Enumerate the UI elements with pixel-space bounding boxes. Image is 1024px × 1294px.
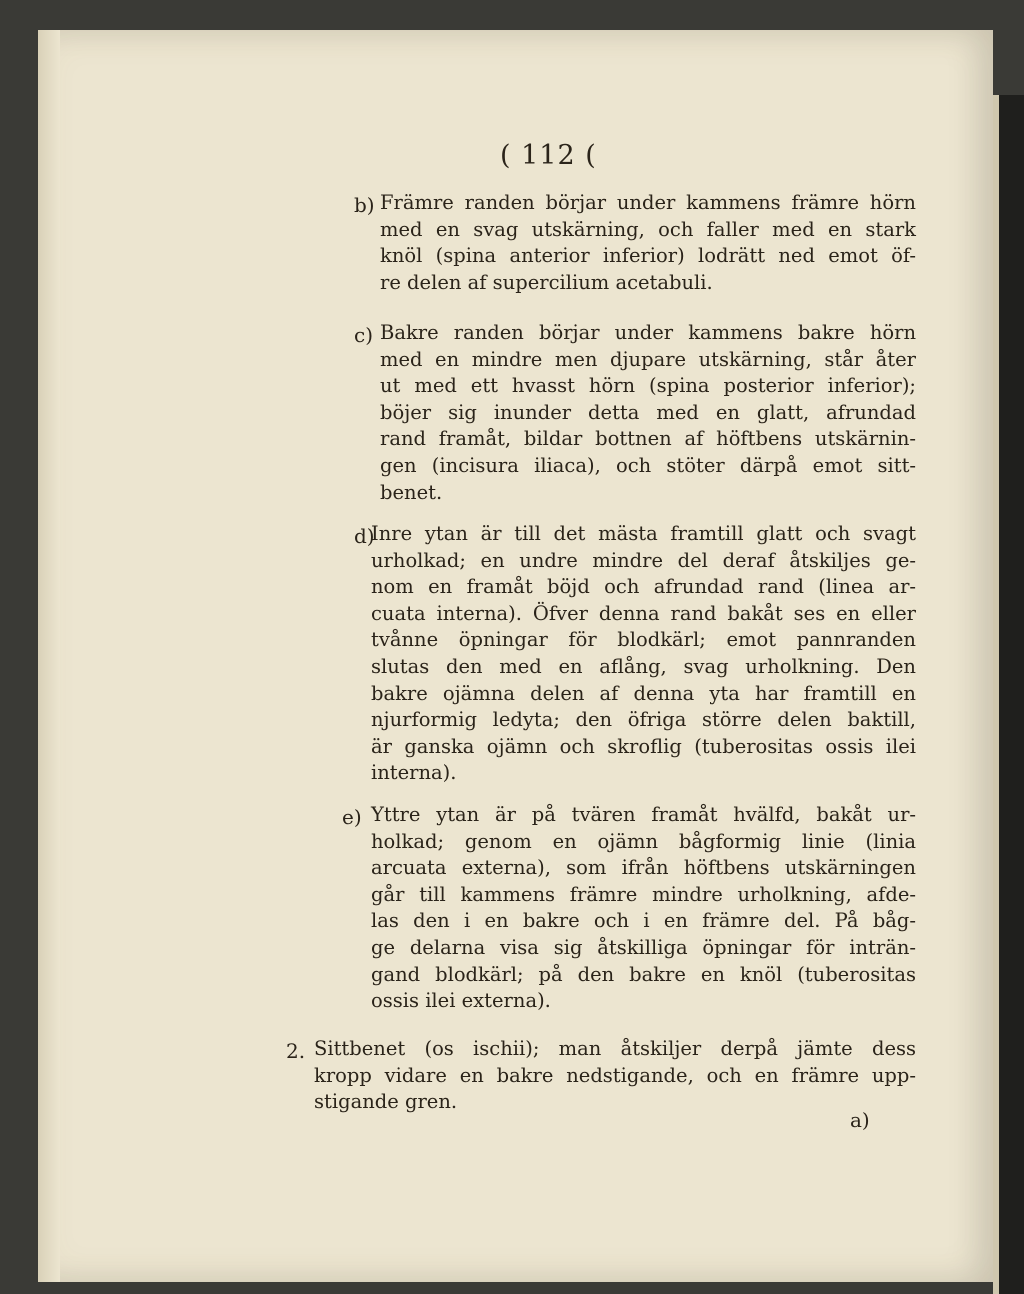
entry-line: interna). (371, 761, 457, 785)
entry-line: kropp vidare en bakre nedstigande, och en främre upp- (314, 1063, 916, 1087)
entry-c (380, 320, 916, 506)
item-marker-2: 2. (286, 1039, 306, 1063)
entry-line: arcuata externa), som ifrån höftbens utskärningen (371, 856, 916, 880)
entry-line: gen (incisura iliaca), och stöter därpå emot sitt- (380, 453, 916, 477)
entry-d (371, 521, 916, 787)
entry-line: Yttre ytan är på tvären framåt hvälfd, bakåt ur- (371, 803, 916, 826)
entry-line: re delen af supercilium acetabuli. (380, 270, 713, 294)
page-number: ( 112 ( (500, 140, 597, 171)
entry-line: nom en framåt böjd och afrundad rand (linea ar- (371, 575, 916, 599)
entry-line: med en mindre men djupare utskärning, står åter (380, 347, 916, 371)
item-marker-b: b) (354, 193, 375, 217)
entry-line: rand framåt, bildar bottnen af höftbens utskärnin- (380, 427, 916, 451)
entry-line: bakre ojämna delen af denna yta har framtill en (371, 681, 916, 705)
entry-line: gand blodkärl; på den bakre en knöl (tuberositas (371, 962, 916, 986)
entry-2 (314, 1036, 916, 1116)
item-marker-e: e) (342, 805, 362, 829)
entry-e (371, 802, 916, 1015)
entry-line: ut med ett hvasst hörn (spina posterior inferior); (380, 374, 916, 398)
entry-line: ossis ilei externa). (371, 989, 551, 1013)
entry-line: benet. (380, 480, 443, 504)
item-marker-c: c) (354, 323, 374, 347)
entry-line: Främre randen börjar under kammens främre hörn (380, 191, 916, 214)
entry-line: ge delarna visa sig åtskilliga öpningar för inträn- (371, 935, 916, 959)
entry-line: cuata interna). Öfver denna rand bakåt ses en eller (371, 601, 916, 625)
entry-line: holkad; genom en ojämn bågformig linie (linia (371, 829, 916, 853)
entry-line: slutas den med en aflång, svag urholkning. Den (371, 654, 916, 678)
item-marker-d: d) (354, 524, 375, 548)
entry-b (380, 190, 916, 296)
entry-line: urholkad; en undre mindre del deraf åtskiljes ge- (371, 548, 916, 572)
entry-line: Sittbenet (os ischii); man åtskiljer derpå jämte dess (314, 1037, 916, 1060)
entry-line: böjer sig inunder detta med en glatt, afrundad (380, 400, 916, 424)
entry-line: Bakre randen börjar under kammens bakre hörn (380, 321, 916, 344)
entry-line: knöl (spina anterior inferior) lodrätt ned emot öf- (380, 244, 916, 268)
catchword: a) (850, 1108, 870, 1132)
entry-line: är ganska ojämn och skroflig (tuberositas ossis ilei (371, 734, 916, 758)
entry-line: las den i en bakre och i en främre del. På båg- (371, 909, 916, 933)
page-gutter (38, 30, 60, 1282)
entry-line: stigande gren. (314, 1090, 458, 1114)
entry-line: går till kammens främre mindre urholkning, afde- (371, 882, 916, 906)
entry-line: njurformig ledyta; den öfriga större delen baktill, (371, 708, 916, 732)
entry-line: med en svag utskärning, och faller med en stark (380, 217, 916, 241)
entry-line: tvånne öpningar för blodkärl; emot pannranden (371, 628, 916, 652)
page-edge-strip (993, 95, 999, 1294)
entry-line: Inre ytan är till det mästa framtill glatt och svagt (371, 522, 916, 545)
